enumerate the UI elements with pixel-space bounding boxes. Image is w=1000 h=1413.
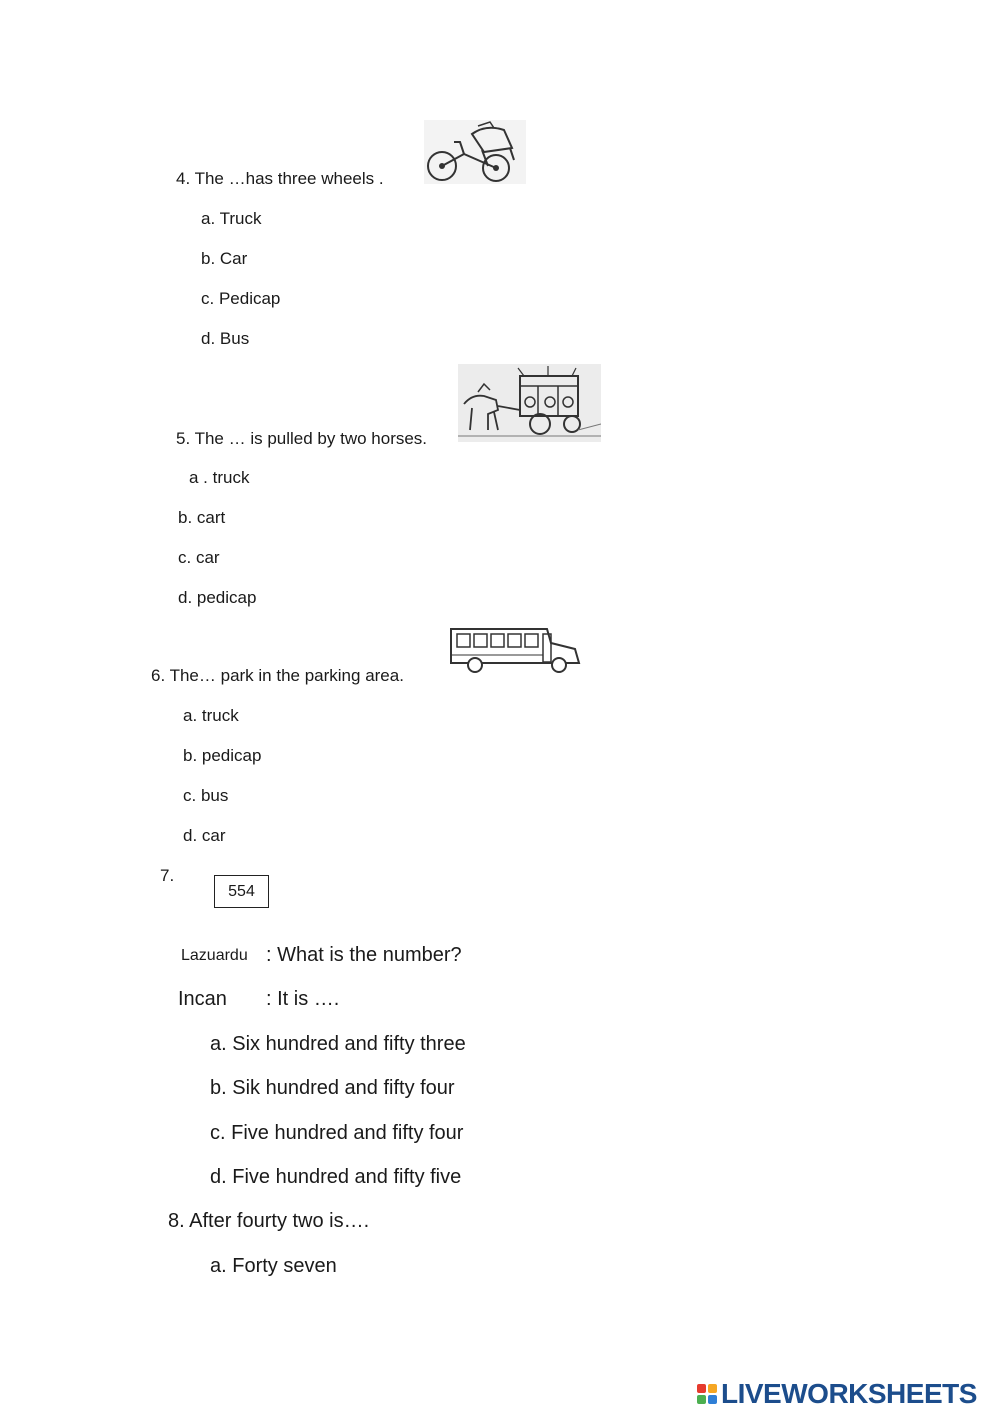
q8-option-a[interactable]: a. Forty seven (210, 1255, 337, 1277)
number-box: 554 (214, 875, 269, 908)
speaker-incan: Incan (178, 988, 227, 1010)
speaker-lazuardu: Lazuardu (181, 947, 248, 964)
q5-option-d[interactable]: d. pedicap (178, 588, 257, 607)
question-8-text: 8. After fourty two is…. (168, 1210, 370, 1232)
liveworksheets-logo (697, 1378, 977, 1410)
q4-option-d[interactable]: d. Bus (201, 329, 250, 348)
q4-option-a[interactable]: a. Truck (201, 209, 262, 228)
q6-option-a[interactable]: a. truck (183, 706, 239, 725)
q7-option-c[interactable]: c. Five hundred and fifty four (210, 1122, 464, 1144)
q7-option-d[interactable]: d. Five hundred and fifty five (210, 1166, 462, 1188)
q7-option-b[interactable]: b. Sik hundred and fifty four (210, 1077, 455, 1099)
q6-option-c[interactable]: c. bus (183, 786, 229, 805)
logo-mark-icon (697, 1384, 717, 1404)
q7-option-a[interactable]: a. Six hundred and fifty three (210, 1033, 466, 1055)
question-6-text: 6. The… park in the parking area. (151, 666, 404, 685)
dialogue-line-2: : It is …. (266, 988, 340, 1010)
question-7-number: 7. (160, 866, 175, 885)
q5-option-b[interactable]: b. cart (178, 508, 226, 527)
pedicab-icon (424, 120, 526, 184)
horse-cart-icon (458, 364, 601, 442)
q5-option-a[interactable]: a . truck (189, 468, 250, 487)
q6-option-b[interactable]: b. pedicap (183, 746, 262, 765)
bus-icon (447, 623, 582, 675)
dialogue-line-1: : What is the number? (266, 944, 462, 966)
q4-option-b[interactable]: b. Car (201, 249, 248, 268)
q5-option-c[interactable]: c. car (178, 548, 220, 567)
question-4-text: 4. The …has three wheels . (176, 169, 384, 188)
logo-text: LIVEWORKSHEETS (721, 1378, 977, 1409)
q6-option-d[interactable]: d. car (183, 826, 226, 845)
q4-option-c[interactable]: c. Pedicap (201, 289, 281, 308)
question-5-text: 5. The … is pulled by two horses. (176, 429, 428, 448)
